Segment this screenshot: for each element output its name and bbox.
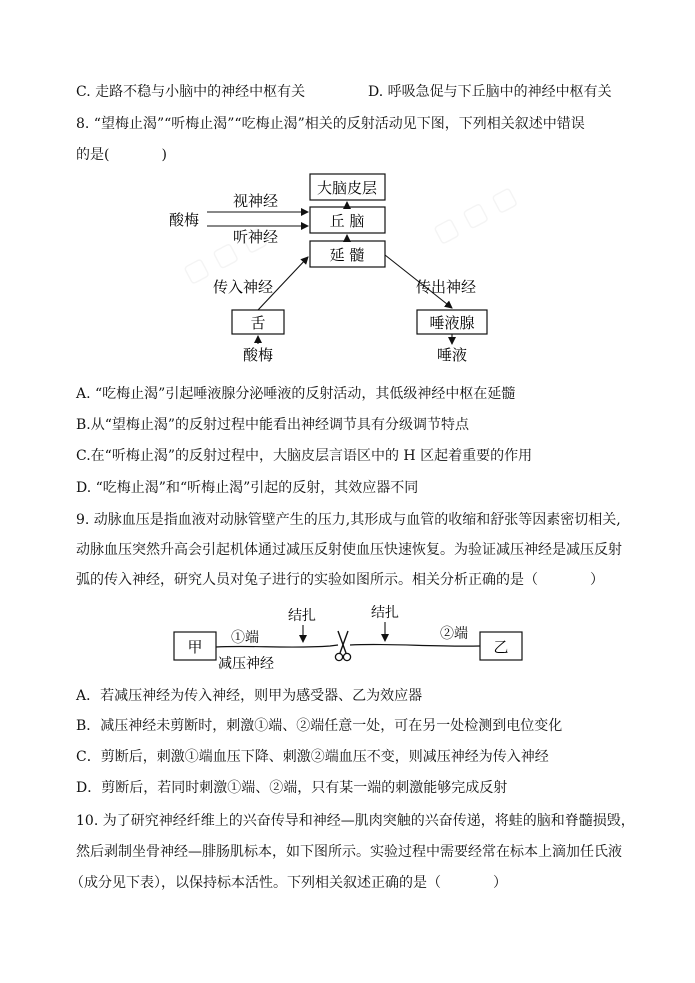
q10-stem-post: ）: [493, 875, 507, 891]
q9-option-b: B．减压神经未剪断时，刺激①端、②端任意一处，可在另一处检测到电位变化: [76, 718, 563, 734]
q8-stem-pre: 的是(: [76, 147, 110, 163]
q10-stem-line3: [70, 873, 507, 893]
nerve-label: 减压神经: [218, 656, 274, 672]
saliva-label: 唾液: [436, 346, 468, 364]
thalamus-label: 丘 脑: [329, 212, 365, 230]
efferent-label: 传出神经: [416, 278, 477, 296]
q8-option-a: A. “吃梅止渴”引起唾液腺分泌唾液的反射活动，其低级神经中枢在延髓: [76, 386, 516, 402]
gland-label: 唾液腺: [429, 314, 475, 332]
q8-option-b: B.从“望梅止渴”的反射过程中能看出神经调节具有分级调节特点: [76, 417, 470, 433]
q7-option-c: C. 走路不稳与小脑中的神经中枢有关: [76, 84, 306, 100]
q9-nerve-diagram: [174, 604, 522, 672]
optic-nerve-label: 视神经: [233, 192, 279, 210]
q9-stem-post: ）: [590, 572, 604, 588]
afferent-label: 传入神经: [213, 278, 274, 296]
q9-stem-line2: 动脉血压突然升高会引起机体通过减压反射使血压快速恢复。为验证减压神经是减压反射: [76, 542, 622, 558]
jia-label: 甲: [187, 638, 203, 656]
q9-option-a: A．若减压神经为传入神经，则甲为感受器、乙为效应器: [76, 688, 423, 704]
q9-stem-line3: [76, 570, 604, 590]
q7-option-d: D. 呼吸急促与下丘脑中的神经中枢有关: [368, 84, 612, 100]
scissors-icon: [335, 631, 350, 661]
tongue-label: 舌: [250, 314, 266, 332]
q8-option-d: D. “吃梅止渴”和“听梅止渴”引起的反射，其效应器不同: [76, 480, 419, 496]
q8-stem-line1: 8. “望梅止渴”“听梅止渴”“吃梅止渴”相关的反射活动见下图，下列相关叙述中错误: [76, 116, 585, 132]
q9-option-c: C．剪断后，刺激①端血压下降、刺激②端血压不变，则减压神经为传入神经: [76, 749, 549, 765]
q9-option-d: D．剪断后，若同时刺激①端、②端，只有某一端的刺激能够完成反射: [76, 780, 508, 796]
medulla-label: 延 髓: [329, 246, 365, 264]
cortex-label: 大脑皮层: [316, 179, 378, 197]
nerve-right-segment: [350, 644, 480, 646]
yi-label: 乙: [493, 638, 509, 656]
plum-left-label: 酸梅: [169, 211, 200, 229]
end2-label: ②端: [440, 626, 468, 642]
ligate-left-label: 结扎: [288, 608, 316, 624]
q9-stem-line1: 9. 动脉血压是指血液对动脉管壁产生的压力,其形成与血管的收缩和舒张等因素密切相关,: [76, 512, 621, 528]
plum-bottom-label: 酸梅: [242, 346, 274, 364]
q9-stem-pre: 弧的传入神经，研究人员对兔子进行的实验如图所示。相关分析正确的是（: [76, 572, 538, 588]
q10-stem-line1: 10. 为了研究神经纤维上的兴奋传导和神经—肌肉突触的兴奋传递，将蛙的脑和脊髓损毁，: [76, 813, 635, 829]
auditory-nerve-label: 听神经: [233, 228, 279, 246]
ligate-right-label: 结扎: [371, 605, 399, 621]
q10-stem-line2: 然后剥制坐骨神经—腓肠肌标本，如下图所示。实验过程中需要经常在标本上滴加任氏液: [76, 844, 622, 860]
q10-stem-pre: （成分见下表），以保持标本活性。下列相关叙述正确的是（: [70, 875, 441, 891]
q8-option-c: C.在“听梅止渴”的反射过程中，大脑皮层言语区中的 H 区起着重要的作用: [76, 448, 533, 464]
end1-label: ①端: [231, 630, 259, 646]
q8-stem-post: ): [161, 147, 167, 163]
